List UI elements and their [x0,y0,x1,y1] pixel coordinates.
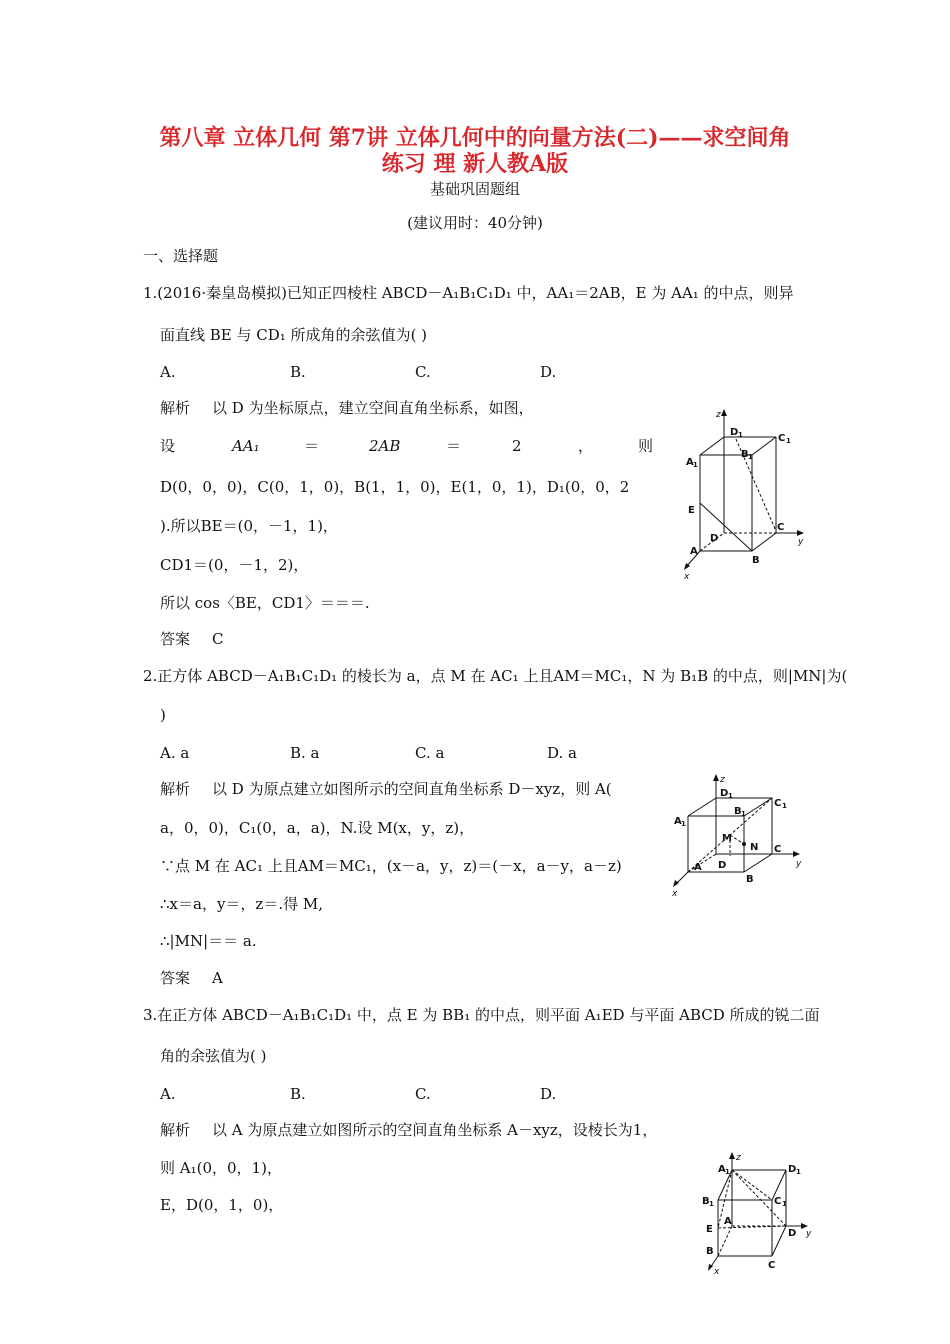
fig3-label-d1-sub: 1 [796,1168,801,1176]
q3-stem-line2: 角的余弦值为( ) [160,1047,267,1065]
q3-option-c: C. [415,1085,431,1103]
fig1-label-b1-sub: 1 [748,453,753,461]
q2-analysis-l4: ∴x＝a，y＝，z＝.得 M, [160,895,323,913]
fig2-label-c1-sub: 1 [782,802,787,810]
q3-analysis-l3: E，D(0，1，0)， [160,1196,284,1214]
q1-analysis-l2-p1: AA₁ [232,437,260,455]
fig2-label-c: C [774,844,782,855]
q1-stem-line2: 面直线 BE 与 CD₁ 所成角的余弦值为( ) [160,326,428,344]
q2-option-c: C. a [415,744,445,762]
q1-analysis-l2-p0: 设 [160,437,176,455]
fig2-label-b1: B [734,806,742,817]
fig3-label-d1: D [788,1164,797,1175]
q2-analysis-l3: ∵点 M 在 AC₁ 上且AM＝MC₁，(x－a，y，z)＝(－x，a－y，a－z) [160,857,622,875]
fig2-label-m: M [722,833,732,844]
q2-analysis-l1: 以 D 为原点建立如图所示的空间直角坐标系 D－xyz，则 A( [212,780,612,798]
fig2-label-n: N [750,842,759,853]
fig1-label-z: z [716,410,721,420]
fig2-label-a1: A [674,816,682,827]
fig2-label-d: D [718,860,727,871]
q2-stem-line1: 2.正方体 ABCD－A₁B₁C₁D₁ 的棱长为 a，点 M 在 AC₁ 上且AM＝MC₁，N 为 B₁B 的中点，则|MN|为( [143,667,848,685]
q3-option-b: B. [290,1085,306,1103]
fig1-label-a1: A [686,457,694,468]
fig3-label-a1-sub: 1 [725,1168,730,1176]
q3-analysis-l2: 则 A₁(0，0，1)， [160,1159,282,1177]
fig3-label-e: E [706,1224,713,1235]
fig3-label-c: C [768,1260,776,1271]
fig1-label-a: A [690,546,698,557]
fig3-label-y: y [806,1229,812,1239]
fig2-label-b: B [746,874,754,885]
q2-answer: A [212,969,223,987]
fig2-label-a: A [694,862,702,873]
q2-analysis-l2: a，0，0)，C₁(0，a，a)，N.设 M(x，y，z)， [160,819,475,837]
q1-analysis-l4: ).所以BE＝(0，－1，1)， [160,517,338,535]
fig2-label-a1-sub: 1 [681,820,686,828]
time-note: (建议用时：40分钟) [407,214,543,232]
fig3-label-c1-sub: 1 [782,1200,787,1208]
fig3-label-a1: A [718,1164,726,1175]
q1-analysis-l3: D(0，0，0)，C(0，1，0)，B(1，1，0)，E(1，0，1)，D₁(0，0，2 [160,478,630,496]
q1-analysis-l2-p5: 2 [512,437,522,455]
page-title-line2: 练习 理 新人教A版 [381,151,569,177]
fig1-label-y: y [798,537,804,547]
fig2-label-c1: C [774,798,782,809]
q2-analysis-label: 解析 [160,780,191,798]
q1-option-a: A. [160,363,176,381]
fig3-label-b: B [706,1246,714,1257]
q3-analysis-label: 解析 [160,1121,191,1139]
section-label: 一、选择题 [143,247,219,265]
q1-analysis-l6: 所以 cos〈BE，CD1〉＝＝＝. [160,594,370,612]
q1-prism-figure [680,405,810,585]
q1-analysis-label: 解析 [160,399,191,417]
fig2-label-y: y [796,859,802,869]
fig1-label-d1-sub: 1 [738,431,743,439]
q3-analysis-l1: 以 A 为原点建立如图所示的空间直角坐标系 A－xyz，设棱长为1， [212,1121,658,1139]
fig1-label-d1: D [730,427,739,438]
fig1-label-d: D [710,533,719,544]
q1-stem-line1: 1.(2016·秦皇岛模拟)已知正四棱柱 ABCD－A₁B₁C₁D₁ 中，AA₁＝2AB，E 为 AA₁ 的中点，则异 [143,284,794,302]
q1-analysis-l2-p2: ＝ [304,437,320,455]
q2-option-a: A. a [160,744,190,762]
fig1-label-c: C [777,522,785,533]
q1-analysis-l2-p4: ＝ [446,437,462,455]
fig2-label-d1-sub: 1 [728,792,733,800]
fig1-label-b: B [752,555,760,566]
q1-analysis-l5: CD1＝(0，－1，2)， [160,556,309,574]
fig3-label-c1: C [774,1196,782,1207]
q1-analysis-l1: 以 D 为坐标原点，建立空间直角坐标系，如图， [212,399,534,417]
q3-cube-figure [700,1150,815,1275]
fig3-label-b1: B [702,1196,710,1207]
q1-option-d: D. [540,363,557,381]
fig2-label-b1-sub: 1 [741,810,746,818]
q2-option-d: D. a [547,744,577,762]
page-title-line1: 第八章 立体几何 第7讲 立体几何中的向量方法(二)——求空间角 [159,125,791,151]
fig1-label-c1: C [778,433,786,444]
q2-cube-figure [668,772,813,900]
q1-analysis-l2-p7: 则 [638,437,654,455]
fig1-label-e: E [688,505,695,516]
fig3-label-d: D [788,1228,797,1239]
q3-stem-line1: 3.在正方体 ABCD－A₁B₁C₁D₁ 中，点 E 为 BB₁ 的中点，则平面 A₁ED 与平面 ABCD 所成的锐二面 [143,1006,820,1024]
fig2-label-d1: D [720,788,729,799]
fig1-label-c1-sub: 1 [786,437,791,445]
fig2-label-x: x [672,889,678,899]
fig2-label-z: z [720,775,725,785]
q2-answer-label: 答案 [160,969,191,987]
q2-analysis-l5: ∴|MN|＝＝ a. [160,932,257,950]
fig3-label-z: z [736,1153,741,1163]
fig3-label-x: x [714,1267,720,1275]
fig3-label-b1-sub: 1 [709,1200,714,1208]
q1-analysis-l2-p3: 2AB [369,437,401,455]
q2-stem-line2: ) [160,706,166,724]
q1-option-c: C. [415,363,431,381]
subtitle: 基础巩固题组 [429,180,520,198]
fig3-label-a: A [724,1216,732,1227]
fig1-label-x: x [684,572,690,582]
fig1-label-a1-sub: 1 [693,461,698,469]
q2-option-b: B. a [290,744,320,762]
q1-analysis-l2-p6: ， [578,437,594,455]
q3-option-d: D. [540,1085,557,1103]
q1-option-b: B. [290,363,306,381]
q1-answer-label: 答案 [160,630,191,648]
q1-answer: C [212,630,224,648]
q3-option-a: A. [160,1085,176,1103]
fig1-label-b1: B [741,449,749,460]
